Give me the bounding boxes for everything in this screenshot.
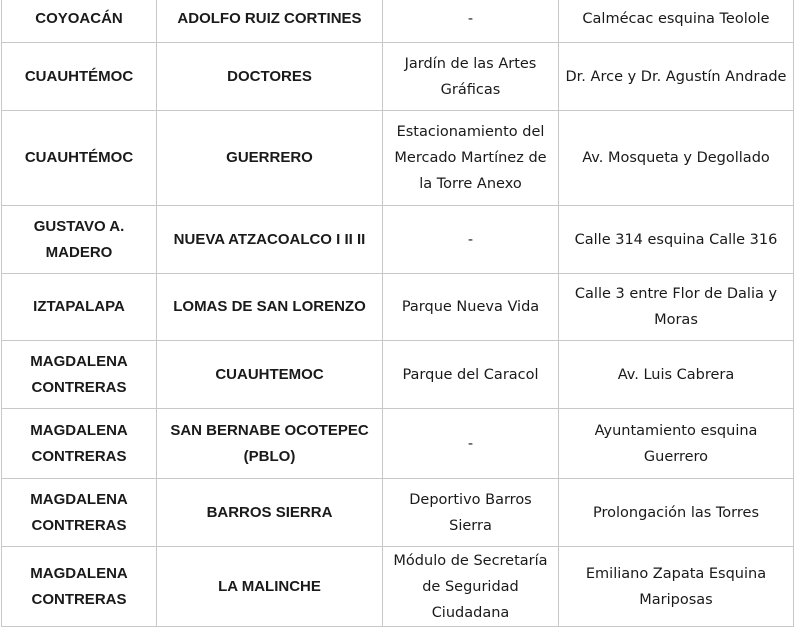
table-row: [2, 0, 794, 43]
lugar-cell: -: [383, 206, 559, 274]
table-row: [2, 206, 794, 274]
table-row: [2, 111, 794, 206]
delegacion-cell: CUAUHTÉMOC: [2, 43, 157, 111]
lugar-cell: -: [383, 409, 559, 479]
colonia-cell: DOCTORES: [157, 43, 383, 111]
delegacion-cell: IZTAPALAPA: [2, 274, 157, 341]
delegacion-cell: MAGDALENA CONTRERAS: [2, 479, 157, 547]
lugar-cell: -: [383, 0, 559, 43]
ubicacion-cell: Dr. Arce y Dr. Agustín Andrade: [559, 43, 794, 111]
table-row: [2, 547, 794, 627]
delegacion-cell: GUSTAVO A. MADERO: [2, 206, 157, 274]
ubicacion-cell: Av. Luis Cabrera: [559, 341, 794, 409]
delegacion-cell: CUAUHTÉMOC: [2, 111, 157, 206]
delegacion-cell: MAGDALENA CONTRERAS: [2, 409, 157, 479]
delegacion-cell: COYOACÁN: [2, 0, 157, 43]
delegacion-cell: MAGDALENA CONTRERAS: [2, 547, 157, 627]
lugar-cell: Deportivo Barros Sierra: [383, 479, 559, 547]
colonia-cell: ADOLFO RUIZ CORTINES: [157, 0, 383, 43]
locations-table: [1, 0, 794, 627]
colonia-cell: CUAUHTEMOC: [157, 341, 383, 409]
table-row: [2, 479, 794, 547]
delegacion-cell: MAGDALENA CONTRERAS: [2, 341, 157, 409]
colonia-cell: BARROS SIERRA: [157, 479, 383, 547]
lugar-cell: Módulo de Secretaría de Seguridad Ciudadana: [383, 547, 559, 627]
colonia-cell: SAN BERNABE OCOTEPEC (PBLO): [157, 409, 383, 479]
ubicacion-cell: Calle 3 entre Flor de Dalia y Moras: [559, 274, 794, 341]
ubicacion-cell: Calle 314 esquina Calle 316: [559, 206, 794, 274]
lugar-cell: Jardín de las Artes Gráficas: [383, 43, 559, 111]
ubicacion-cell: Prolongación las Torres: [559, 479, 794, 547]
colonia-cell: LOMAS DE SAN LORENZO: [157, 274, 383, 341]
lugar-cell: Estacionamiento del Mercado Martínez de la Torre Anexo: [383, 111, 559, 206]
colonia-cell: LA MALINCHE: [157, 547, 383, 627]
colonia-cell: NUEVA ATZACOALCO I II II: [157, 206, 383, 274]
table-row: [2, 341, 794, 409]
ubicacion-cell: Ayuntamiento esquina Guerrero: [559, 409, 794, 479]
lugar-cell: Parque del Caracol: [383, 341, 559, 409]
table-row: [2, 409, 794, 479]
lugar-cell: Parque Nueva Vida: [383, 274, 559, 341]
table-row: [2, 43, 794, 111]
ubicacion-cell: Emiliano Zapata Esquina Mariposas: [559, 547, 794, 627]
ubicacion-cell: Av. Mosqueta y Degollado: [559, 111, 794, 206]
colonia-cell: GUERRERO: [157, 111, 383, 206]
table-row: [2, 274, 794, 341]
ubicacion-cell: Calmécac esquina Teolole: [559, 0, 794, 43]
